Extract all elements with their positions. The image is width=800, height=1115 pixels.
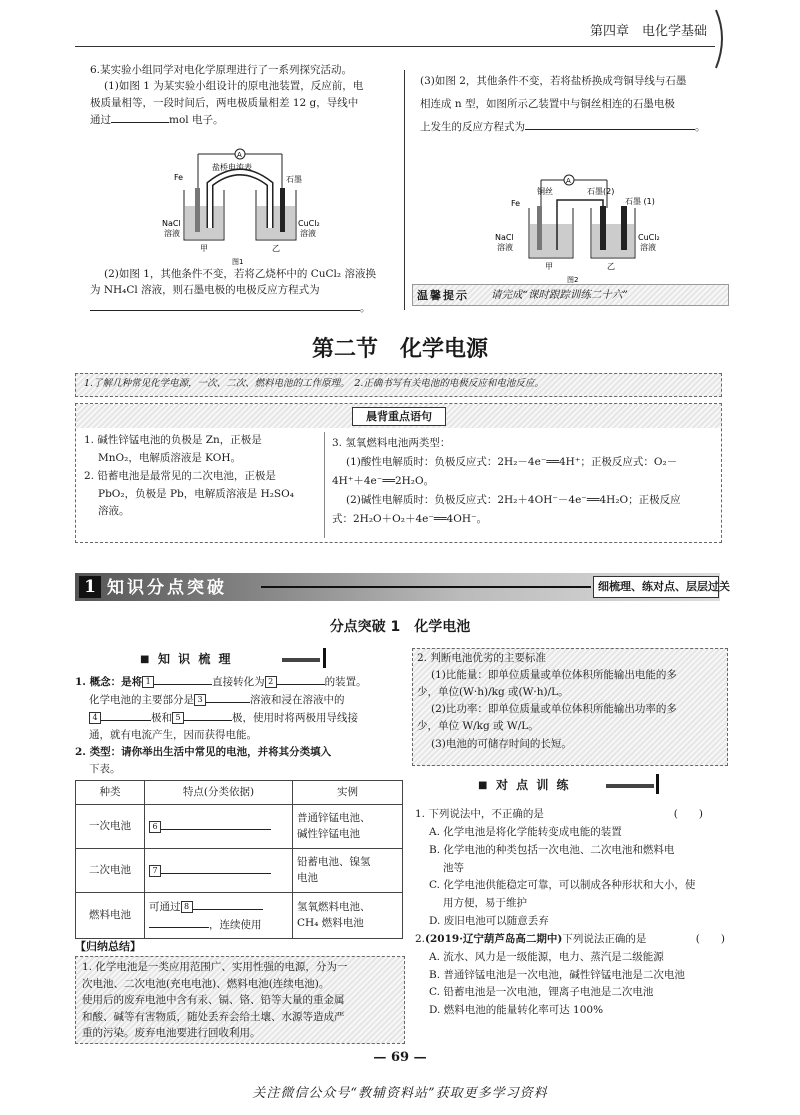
q1-option[interactable]: D. 废旧电池可以随意丢弃 bbox=[429, 915, 549, 928]
table-cell-feature bbox=[145, 849, 293, 893]
q6-p1c-pre: 通过 bbox=[90, 113, 111, 126]
answer-blank[interactable] bbox=[149, 916, 209, 928]
criteria-title: 2. 判断电池优劣的主要标准 bbox=[417, 652, 546, 664]
recite-right-line: 4H⁺＋4e⁻══2H₂O。 bbox=[332, 475, 435, 488]
example-line: 电池 bbox=[297, 871, 318, 884]
recite-right-line: (1)酸性电解质时：负极反应式：2H₂－4e⁻══4H⁺；正极反应式：O₂－ bbox=[346, 456, 678, 469]
q1-option-cont: 用方便，易于维护 bbox=[443, 897, 527, 910]
fig1-label-a: A bbox=[237, 151, 242, 159]
knowledge-title: 知 识 梳 理 bbox=[158, 652, 233, 666]
fig1-label-nacl-sol: 溶液 bbox=[164, 229, 180, 238]
knowledge-banner bbox=[75, 573, 730, 601]
feature-line bbox=[149, 916, 291, 934]
table-cell-example bbox=[293, 893, 403, 939]
example-line: 普通锌锰电池、 bbox=[297, 811, 371, 824]
banner-num-box bbox=[79, 576, 101, 598]
q1-option[interactable]: C. 化学电池供能稳定可靠，可以制成各种形状和大小，使 bbox=[429, 879, 696, 892]
q1-option-cont: 池等 bbox=[443, 861, 464, 874]
concept-line-1 bbox=[75, 673, 405, 691]
summary-line: 1. 化学电池是一类应用范围广、实用性强的电源，分为一 bbox=[82, 961, 348, 973]
summary-lines bbox=[82, 959, 400, 1042]
figure-2 bbox=[495, 172, 675, 284]
fig2-label-cucl2: CuCl₂ bbox=[638, 233, 660, 242]
q1-option[interactable]: A. 化学电池是将化学能转变成电能的装置 bbox=[429, 825, 622, 838]
q1-stem: 1. 下列说法中，不正确的是 bbox=[415, 808, 544, 820]
q6-p2c: 。 bbox=[90, 299, 395, 316]
table-row bbox=[76, 893, 403, 939]
question-6-right bbox=[420, 70, 740, 139]
recite-left-line: 溶液。 bbox=[98, 505, 130, 518]
warm-tip bbox=[412, 284, 729, 306]
summary-line: 次电池、二次电池(充电电池)、燃料电池(连续电池)。 bbox=[82, 977, 330, 990]
footer-note: 关注微信公众号“教辅资料站”获取更多学习资料 bbox=[252, 1086, 548, 1101]
fig1-label-bridge: 盐桥电流表 bbox=[212, 163, 252, 172]
q2-source: (2019·辽宁葫芦岛高二期中) bbox=[425, 932, 563, 945]
table-cell-example bbox=[293, 805, 403, 849]
concept-text: 溶液和浸在溶液中的 bbox=[250, 694, 345, 706]
fig1-label-graphite: 石墨 bbox=[286, 175, 302, 184]
recite-box bbox=[75, 403, 722, 543]
concept-block bbox=[75, 673, 405, 778]
q6-p3a: (3)如图 2，其他条件不变，若将盐桥换成弯铜导线与石墨 bbox=[420, 75, 687, 87]
type-line-2: 下表。 bbox=[89, 763, 121, 775]
table-row bbox=[76, 849, 403, 893]
summary-line: 重的污染。废弃电池要进行回收利用。 bbox=[82, 1027, 261, 1040]
table-cell-kind: 二次电池 bbox=[76, 849, 145, 893]
warm-tip-text: 请完成“课时跟踪训练二十六” bbox=[491, 289, 628, 301]
q2-option[interactable]: A. 流水、风力是一级能源，电力、蒸汽是二级能源 bbox=[429, 950, 664, 963]
example-line: 碱性锌锰电池 bbox=[297, 827, 360, 840]
q6-p3c-text: 上发生的反应方程式为 bbox=[420, 121, 525, 134]
feature-text: 可通过 bbox=[149, 900, 181, 913]
recite-left bbox=[76, 432, 325, 538]
fig1-label-nacl: NaCl bbox=[162, 219, 181, 228]
fig2-label-graphite1: 石墨 (1) bbox=[625, 197, 655, 206]
q6-stem: 6.某实验小组同学对电化学原理进行了一系列探究活动。 bbox=[90, 64, 353, 76]
answer-blank[interactable] bbox=[90, 299, 360, 311]
bookmark-icon: ■ bbox=[140, 654, 150, 665]
q2-number: 2. bbox=[415, 932, 426, 945]
knowledge-heading bbox=[140, 650, 360, 668]
recite-title-bar bbox=[76, 404, 721, 428]
answer-blank[interactable] bbox=[161, 818, 271, 830]
blank-number: 5 bbox=[172, 712, 184, 724]
q6-p1a: (1)如图 1 为某实验小组设计的原电池装置，反应前，电 bbox=[104, 80, 364, 93]
summary-line: 和酸、碱等有害物质，随处丢弃会给土壤、水源等造成严 bbox=[82, 1010, 345, 1023]
fig2-caption: 图2 bbox=[567, 276, 579, 284]
question-6-part2 bbox=[90, 266, 395, 316]
fig1-label-cucl2-sol: 溶液 bbox=[300, 229, 316, 238]
banner-title: 知识分点突破 bbox=[107, 578, 227, 598]
fig1-label-yi: 乙 bbox=[272, 244, 280, 253]
concept-line-2 bbox=[75, 691, 405, 709]
banner-right-text: 细梳理、练对点、层层过关 bbox=[598, 580, 730, 593]
q2-option[interactable]: B. 普通锌锰电池是一次电池，碱性锌锰电池是二次电池 bbox=[429, 968, 685, 981]
fig2-label-a: A bbox=[566, 177, 571, 185]
recite-right bbox=[332, 434, 717, 530]
answer-blank[interactable] bbox=[184, 709, 232, 721]
heading-rule bbox=[282, 658, 320, 662]
recite-left-line: 1. 碱性锌锰电池的负极是 Zn，正极是 bbox=[84, 434, 262, 446]
table-header: 特点(分类依据) bbox=[145, 781, 293, 805]
table-header-row bbox=[76, 781, 403, 805]
blank-number: 8 bbox=[181, 901, 193, 913]
page-header bbox=[0, 0, 800, 70]
banner-number: 1 bbox=[84, 577, 96, 597]
q6-p1c bbox=[90, 111, 395, 128]
bookmark-icon: ■ bbox=[478, 780, 488, 791]
answer-blank[interactable] bbox=[101, 709, 151, 721]
concept-text: 极，使用时将两极用导线接 bbox=[232, 712, 358, 724]
figure-1 bbox=[160, 148, 320, 266]
banner-rule bbox=[261, 586, 591, 588]
q1-answer-paren[interactable]: ( ) bbox=[673, 808, 703, 820]
heading-bar bbox=[323, 648, 326, 668]
table-cell-kind: 一次电池 bbox=[76, 805, 145, 849]
q2-option[interactable]: D. 燃料电池的能量转化率可达 100% bbox=[429, 1004, 604, 1017]
q1-option[interactable]: B. 化学电池的种类包括一次电池、二次电池和燃料电 bbox=[429, 843, 675, 856]
example-line: 氢氧燃料电池、 bbox=[297, 900, 371, 913]
fig2-label-fe: Fe bbox=[511, 199, 521, 208]
recite-right-line: (2)碱性电解质时：负极反应式：2H₂＋4OH⁻－4e⁻══4H₂O；正极反应 bbox=[346, 494, 681, 507]
recite-right-line: 式：2H₂O＋O₂＋4e⁻══4OH⁻。 bbox=[332, 513, 488, 526]
recite-left-line: 2. 铅蓄电池是最常见的二次电池，正极是 bbox=[84, 469, 276, 482]
section-title: 第二节 化学电源 bbox=[311, 337, 488, 362]
table-header: 种类 bbox=[76, 781, 145, 805]
q6-p1b: 极质量相等，一段时间后，两电极质量相差 12 g，导线中 bbox=[90, 96, 359, 109]
blank-number: 2 bbox=[265, 676, 277, 688]
example-line: 铅蓄电池、镍氢 bbox=[297, 855, 371, 868]
q6-p3b: 相连成 n 型，如图所示乙装置中与铜丝相连的石墨电极 bbox=[420, 98, 675, 111]
concept-text: 直接转化为 bbox=[212, 676, 265, 688]
criteria-box bbox=[412, 648, 728, 766]
recite-title bbox=[352, 407, 446, 426]
fig2-label-nacl: NaCl bbox=[495, 233, 514, 242]
column-divider bbox=[404, 70, 405, 310]
table-cell-kind: 燃料电池 bbox=[76, 893, 145, 939]
fig2-label-nacl-sol: 溶液 bbox=[497, 243, 513, 252]
answer-blank[interactable] bbox=[154, 673, 212, 685]
fig1-label-fe: Fe bbox=[174, 173, 184, 182]
page-number: — 69 — bbox=[373, 1050, 427, 1065]
summary-line: 使用后的废弃电池中含有汞、镉、铬、铅等大量的重金属 bbox=[82, 994, 345, 1007]
criteria-line: 少，单位(W·h)/kg 或(W·h)/L。 bbox=[417, 686, 569, 699]
type-line-1: 2. 类型：请你举出生活中常见的电池，并将其分类填入 bbox=[75, 746, 332, 758]
goals-text: 1.了解几种常见化学电源，一次、二次、燃料电池的工作原理。 2.正确书写有关电池的电极反应和电池反应。 bbox=[84, 378, 544, 389]
answer-blank[interactable] bbox=[206, 691, 250, 703]
criteria-line: (3)电池的可储存时间的长短。 bbox=[431, 737, 572, 750]
heading-bar bbox=[656, 774, 659, 794]
q6-p2a: (2)如图 1，其他条件不变，若将乙烧杯中的 CuCl₂ 溶液换 bbox=[104, 268, 376, 280]
fig1-caption: 图1 bbox=[232, 258, 244, 266]
concept-label: 1. 概念：是将 bbox=[75, 676, 143, 688]
summary-box bbox=[75, 956, 405, 1044]
warm-tip-label: 温馨提示 bbox=[417, 289, 469, 302]
concept-line-3 bbox=[75, 709, 405, 727]
answer-blank[interactable] bbox=[525, 118, 695, 130]
example-line: CH₄ 燃料电池 bbox=[297, 916, 364, 929]
answer-blank[interactable] bbox=[111, 111, 169, 123]
question-6-left bbox=[90, 62, 395, 128]
answer-blank[interactable] bbox=[193, 898, 263, 910]
fig2-label-yi: 乙 bbox=[607, 262, 615, 271]
recite-left-line: MnO₂，电解质溶液是 KOH。 bbox=[98, 451, 241, 464]
battery-table bbox=[75, 780, 403, 939]
blank-number: 4 bbox=[89, 712, 101, 724]
subsection-title: 分点突破 1 化学电池 bbox=[329, 619, 471, 635]
fig2-label-jia: 甲 bbox=[545, 262, 553, 271]
answer-blank[interactable] bbox=[161, 862, 271, 874]
blank-number: 3 bbox=[194, 694, 206, 706]
table-row bbox=[76, 805, 403, 849]
criteria-lines bbox=[417, 650, 723, 753]
summary-title: 【归纳总结】 bbox=[75, 940, 141, 953]
answer-blank[interactable] bbox=[277, 673, 325, 685]
concept-text: 的装置。 bbox=[324, 676, 367, 688]
heading-rule bbox=[606, 784, 654, 788]
chapter-title: 第四章 电化学基础 bbox=[590, 24, 708, 39]
q2-option[interactable]: C. 铅蓄电池是一次电池，锂离子电池是二次电池 bbox=[429, 986, 654, 999]
page-corner-curve bbox=[710, 8, 730, 70]
feature-text: ，连续使用 bbox=[209, 918, 262, 931]
recite-left-line: PbO₂，负极是 Pb，电解质溶液是 H₂SO₄ bbox=[98, 487, 294, 500]
table-header: 实例 bbox=[293, 781, 403, 805]
fig2-label-copper: 铜丝 bbox=[537, 187, 553, 196]
table-cell-feature bbox=[145, 805, 293, 849]
concept-text: 化学电池的主要部分是 bbox=[89, 694, 194, 706]
fig1-label-cucl2: CuCl₂ bbox=[298, 219, 320, 228]
table-cell-example bbox=[293, 849, 403, 893]
q2-answer-paren[interactable]: ( ) bbox=[695, 932, 725, 945]
fig1-label-jia: 甲 bbox=[200, 244, 208, 253]
practice-heading bbox=[478, 776, 698, 794]
q2-stem-line bbox=[415, 931, 727, 949]
concept-line-4: 通，就有电流产生，因而获得电能。 bbox=[89, 729, 257, 741]
recite-right-line: 3. 氢氧燃料电池两类型： bbox=[332, 437, 451, 449]
fig2-label-graphite2: 石墨(2) bbox=[587, 187, 615, 196]
concept-text: 极和 bbox=[151, 712, 172, 724]
q1-stem-line bbox=[415, 806, 727, 824]
learning-goals bbox=[75, 373, 722, 397]
fig2-label-cucl2-sol: 溶液 bbox=[640, 243, 656, 252]
blank-number: 7 bbox=[149, 865, 161, 877]
feature-line bbox=[149, 898, 291, 916]
q6-p1c-post: mol 电子。 bbox=[169, 113, 224, 126]
q6-p3c: 上发生的反应方程式为 。 bbox=[420, 116, 740, 139]
criteria-line: 少，单位 W/kg 或 W/L。 bbox=[417, 720, 539, 733]
table-cell-feature bbox=[145, 893, 293, 939]
criteria-line: (1)比能量：即单位质量或单位体积所能输出电能的多 bbox=[431, 669, 677, 682]
blank-number: 1 bbox=[142, 676, 154, 688]
q6-p2b: 为 NH₄Cl 溶液，则石墨电极的电极反应方程式为 bbox=[90, 284, 320, 297]
practice-title: 对 点 训 练 bbox=[496, 778, 571, 792]
header-rule bbox=[75, 46, 715, 47]
q2-stem: 下列说法正确的是 bbox=[562, 932, 647, 945]
recite-title-text: 晨背重点语句 bbox=[366, 410, 432, 423]
blank-number: 6 bbox=[149, 821, 161, 833]
criteria-line: (2)比功率：即单位质量或单位体积所能输出功率的多 bbox=[431, 703, 677, 716]
practice-questions bbox=[415, 806, 727, 1020]
